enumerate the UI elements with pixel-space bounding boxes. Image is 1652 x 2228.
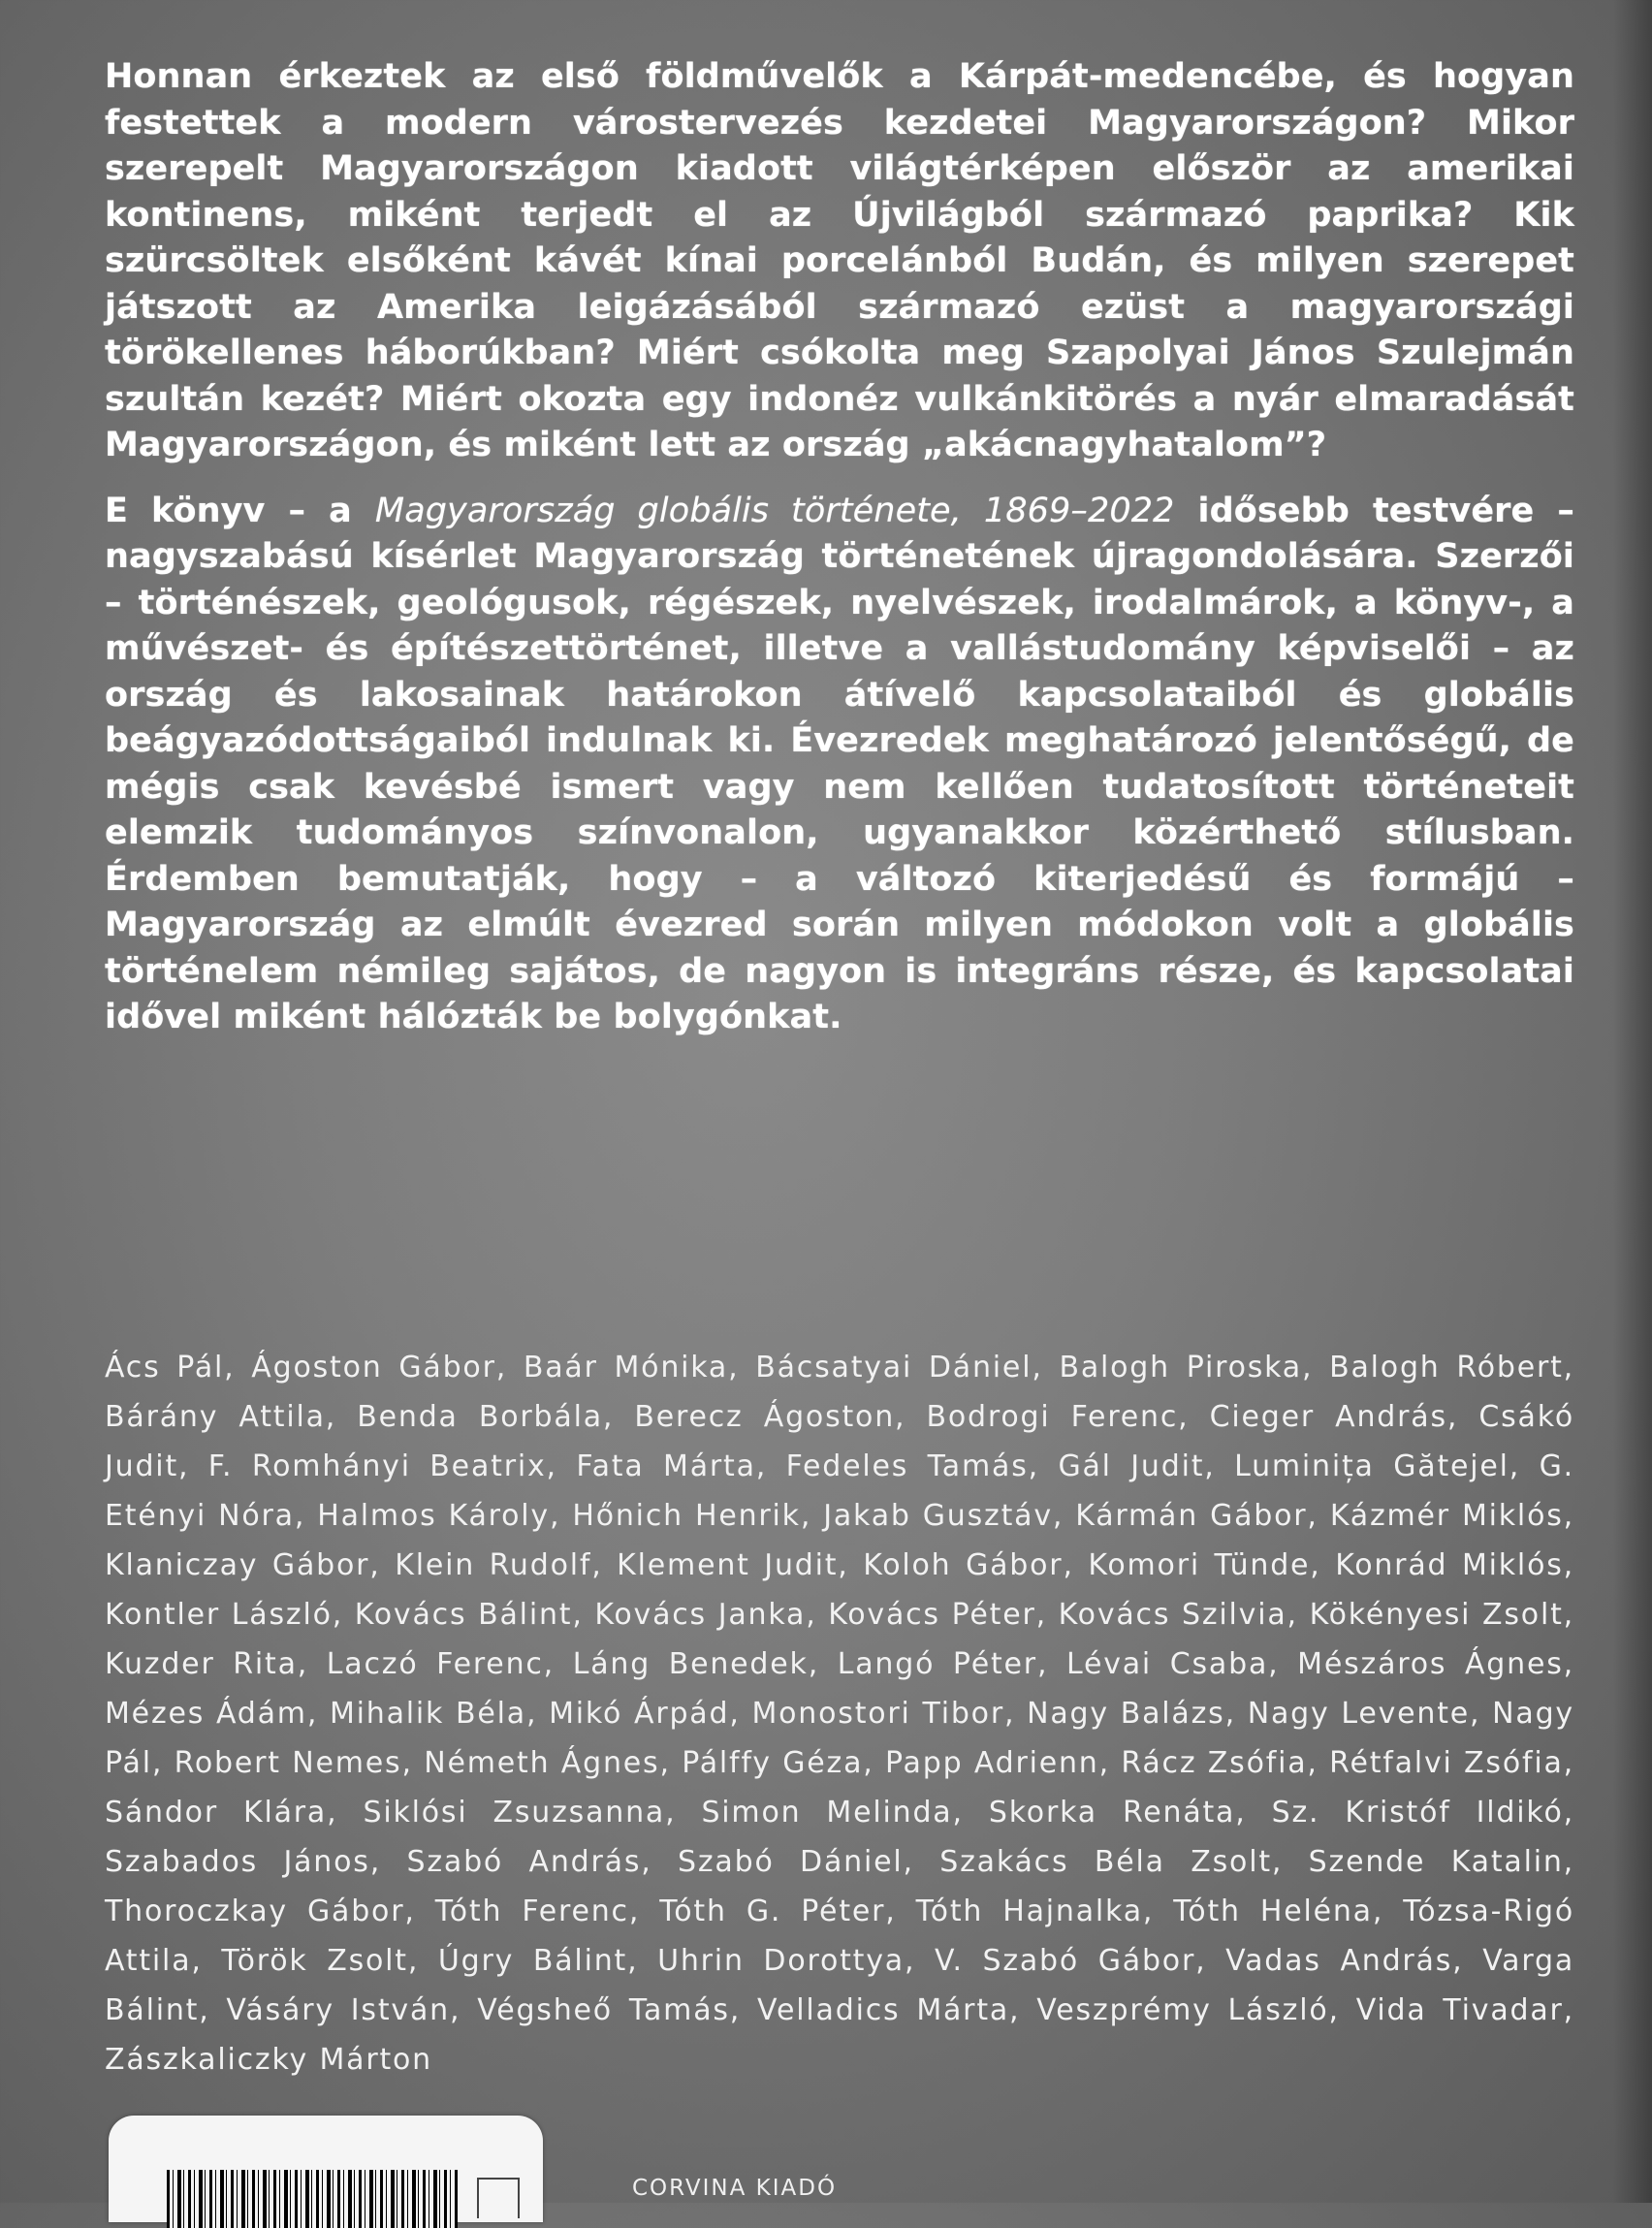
barcode-label — [109, 2116, 543, 2222]
barcode-mark — [477, 2178, 520, 2218]
back-cover-blurb — [105, 54, 1574, 1061]
page-edge-shadow — [1613, 0, 1652, 2203]
publisher-name: CORVINA KIADÓ — [632, 2176, 838, 2201]
blurb-paragraph-1: Honnan érkeztek az első földművelők a Kárpát-medencébe, és hogyan festettek a modern várostervezés kezdetei Magyarországon? Mikor szerepelt Magyarországon kiadott világtérképen először az amerikai kontinens, miként terjedt el az Újvilágból származó paprika? Kik szürcsöltek elsőként kávét kínai porcelánból Budán, és milyen szerepet játszott az Amerika leigázásából származó ezüst a magyarországi törökellenes háborúkban? Miért csókolta meg Szapolyai János Szulejmán szultán kezét? Miért okozta egy indonéz vulkánkitörés a nyár elmaradását Magyarországon, és miként lett az ország „akácnagyhatalom”? — [105, 57, 1574, 464]
blurb-paragraph-2-start: E könyv – a — [105, 491, 375, 530]
blurb-paragraph-2-rest: idősebb testvére – nagyszabású kísérlet Magyarország történetének újragondolására. Szerzői – történészek, geológusok, régészek, nyelvészek, irodalmárok, a könyv-, a művészet- és építészettörténet, illetve a vallástudomány képviselői – az ország és lakosainak határokon átívelő kapcsolataiból és globális beágyazódottságaiból indulnak ki. Évezredek meghatározó jelentőségű, de mégis csak kevésbé ismert vagy nem kellően tudatosított történeteit elemzik tudományos színvonalon, ugyanakkor közérthető stílusban. Érdemben bemutatják, hogy – a változó kiterjedésű és formájú – Magyarország az elmúlt évezred során milyen módokon volt a globális történelem némileg sajátos, de nagyon is integráns része, és kapcsolatai idővel miként hálózták be bolygónkat. — [105, 491, 1574, 1036]
companion-book-title: Magyarország globális története, 1869–2022 — [374, 491, 1175, 530]
author-list: Ács Pál, Ágoston Gábor, Baár Mónika, Bácsatyai Dániel, Balogh Piroska, Balogh Róbert, Bárány Attila, Benda Borbála, Berecz Ágoston, Bodrogi Ferenc, Cieger András, Csákó Judit, F. Romhányi Beatrix, Fata Márta, Fedeles Tamás, Gál Judit, Luminița Gătejel, G. Etényi Nóra, Halmos Károly, Hőnich Henrik, Jakab Gusztáv, Kármán Gábor, Kázmér Miklós, Klaniczay Gábor, Klein Rudolf, Klement Judit, Koloh Gábor, Komori Tünde, Konrád Miklós, Kontler László, Kovács Bálint, Kovács Janka, Kovács Péter, Kovács Szilvia, Kökényesi Zsolt, Kuzder Rita, Laczó Ferenc, Láng Benedek, Langó Péter, Lévai Csaba, Mészáros Ágnes, Mézes Ádám, Mihalik Béla, Mikó Árpád, Monostori Tibor, Nagy Balázs, Nagy Levente, Nagy Pál, Robert Nemes, Németh Ágnes, Pálffy Géza, Papp Adrienn, Rácz Zsófia, Rétfalvi Zsófia, Sándor Klára, Siklósi Zsuzsanna, Simon Melinda, Skorka Renáta, Sz. Kristóf Ildikó, Szabados János, Szabó András, Szabó Dániel, Szakács Béla Zsolt, Szende Katalin, Thoroczkay Gábor, Tóth Ferenc, Tóth G. Péter, Tóth Hajnalka, Tóth Heléna, Tózsa-Rigó Attila, Török Zsolt, Úgry Bálint, Uhrin Dorottya, V. Szabó Gábor, Vadas András, Varga Bálint, Vásáry István, Végsheő Tamás, Velladics Márta, Veszprémy László, Vida Tivadar, Zászkaliczky Márton — [105, 1351, 1574, 2077]
barcode-icon — [167, 2170, 458, 2228]
blurb-paragraph-2 — [105, 489, 1574, 1041]
